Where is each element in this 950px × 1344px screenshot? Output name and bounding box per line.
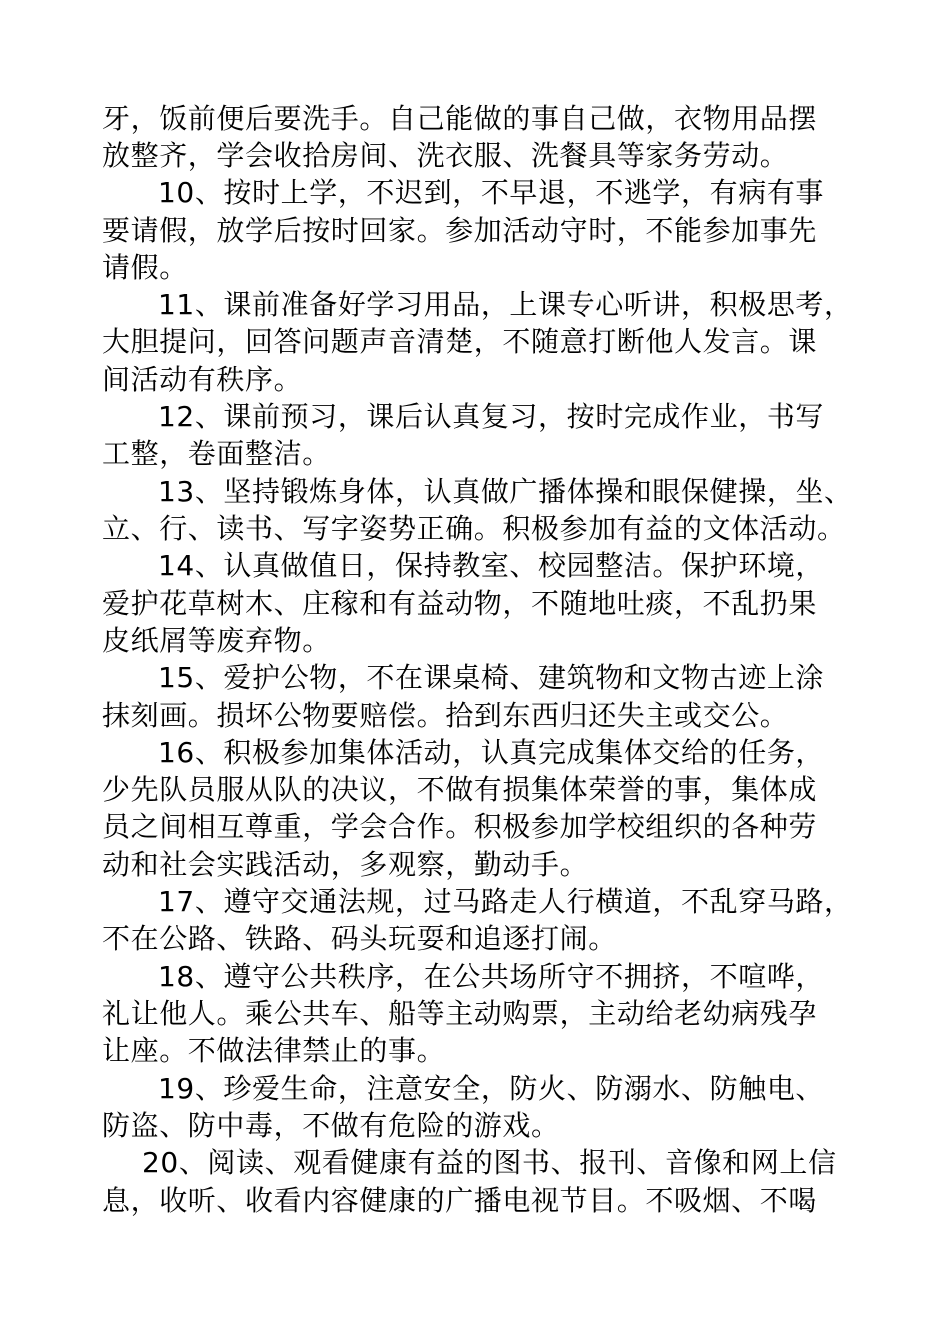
text-line: 请假。 [102, 251, 188, 284]
text-line: 让座。不做法律禁止的事。 [102, 1034, 446, 1067]
text-line: 员之间相互尊重，学会合作。积极参加学校组织的各种劳 [102, 810, 818, 843]
text-line: 工整，卷面整洁。 [102, 437, 331, 470]
paragraph-18-start: 18、遵守公共秩序，在公共场所守不拥挤，不喧哗， [158, 960, 825, 993]
paragraph-11-start: 11、课前准备好学习用品，上课专心听讲，积极思考， [158, 288, 853, 321]
text-line: 防盗、防中毒，不做有危险的游戏。 [102, 1109, 560, 1142]
paragraph-12-start: 12、课前预习，课后认真复习，按时完成作业，书写 [158, 400, 825, 433]
text-line: 抹刻画。损坏公物要赔偿。拾到东西归还失主或交公。 [102, 699, 789, 732]
paragraph-10-start: 10、按时上学，不迟到，不早退，不逃学，有病有事 [158, 176, 825, 209]
paragraph-15-start: 15、爱护公物，不在课桌椅、建筑物和文物古迹上涂 [158, 661, 825, 694]
paragraph-19-start: 19、珍爱生命，注意安全，防火、防溺水、防触电、 [158, 1072, 825, 1105]
text-line: 间活动有秩序。 [102, 363, 303, 396]
text-line: 不在公路、铁路、码头玩耍和追逐打闹。 [102, 922, 617, 955]
paragraph-13-start: 13、坚持锻炼身体，认真做广播体操和眼保健操，坐、 [158, 475, 853, 508]
paragraph-20-start: 20、阅读、观看健康有益的图书、报刊、音像和网上信 [142, 1146, 837, 1179]
text-line: 放整齐，学会收拾房间、洗衣服、洗餐具等家务劳动。 [102, 139, 789, 172]
text-line: 立、行、读书、写字姿势正确。积极参加有益的文体活动。 [102, 512, 846, 545]
text-line: 息，收听、收看内容健康的广播电视节目。不吸烟、不喝 [102, 1184, 818, 1217]
text-line: 爱护花草树木、庄稼和有益动物，不随地吐痰，不乱扔果 [102, 587, 818, 620]
text-line: 动和社会实践活动，多观察，勤动手。 [102, 848, 589, 881]
paragraph-16-start: 16、积极参加集体活动，认真完成集体交给的任务， [158, 736, 825, 769]
text-line: 要请假，放学后按时回家。参加活动守时，不能参加事先 [102, 214, 818, 247]
text-line: 大胆提问，回答问题声音清楚，不随意打断他人发言。课 [102, 325, 818, 358]
paragraph-17-start: 17、遵守交通法规，过马路走人行横道，不乱穿马路， [158, 885, 853, 918]
text-line: 皮纸屑等废弃物。 [102, 624, 331, 657]
paragraph-14-start: 14、认真做值日，保持教室、校园整洁。保护环境， [158, 549, 825, 582]
text-line: 牙，饭前便后要洗手。自己能做的事自己做，衣物用品摆 [102, 102, 818, 135]
text-line: 礼让他人。乘公共车、船等主动购票，主动给老幼病残孕 [102, 997, 818, 1030]
text-line: 少先队员服从队的决议，不做有损集体荣誉的事，集体成 [102, 773, 818, 806]
